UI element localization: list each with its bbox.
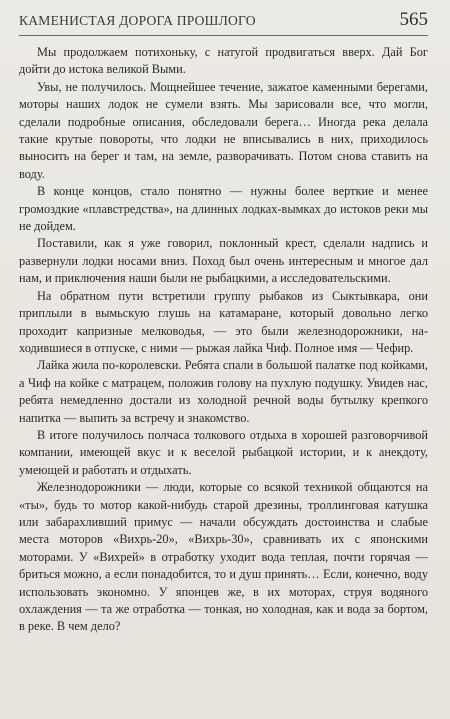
paragraph: Железнодорожники — люди, которые со всякой техникой общаются на «ты», будь то мотор какой-нибудь старой дрезины, троллинговая катушка или забарахливший примус — начали обсуждать достоинства и слабые места моторов «Вихрь-20», «Вихрь-30», сравнивать их с японскими моторами. У «Вихрей» в отработку уходит вода теплая, почти горячая — бриться можно, а если понадобится, то и душ принять… Если, конечно, воду использовать экономно. У японцев же, в их моторах, струя водяного охлаждения — та же отработка — тонкая, но холодная, как и вода за бортом, в реке. В чем дело? <box>19 480 428 634</box>
body-text <box>19 44 428 636</box>
page-number: 565 <box>399 9 428 30</box>
paragraph: Увы, не получилось. Мощнейшее течение, зажатое каменными берегами, моторы наших лодок не сумели взять. Мы зарисовали все, что могли, сделали подробные описания, обследовали берега… Иногда река делала такие крутые повороты, что лодки не вписывались в них, приходилось выносить на берег и там, на земле, разворачивать. Потом снова ставить на воду. <box>19 79 428 181</box>
running-head <box>19 9 428 36</box>
paragraph: В конце концов, стало понятно — нужны более верткие и менее громоздкие «плавстредства», на длинных лодках-вымках до истоков реки мы не дойдем. <box>19 184 428 234</box>
paragraph: Поставили, как я уже говорил, поклонный крест, сделали надпись и развернули лодки носами вниз. Поход был очень интересным и многое дал нам, и приключения наши были не рыбацкими, а исследовательскими. <box>19 236 428 286</box>
paragraph: Лайка жила по-королевски. Ребята спали в большой палатке под койками, а Чиф на койке с матрацем, положив голову на пухлую подушку. Увидев нас, ребята немедленно достали из холодной речной воды бутылку крепкого напитка — выпить за встречу и знакомство. <box>19 358 428 425</box>
paragraph: В итоге получилось полчаса толкового отдыха в хорошей разговорчивой компании, имеющей вкус и к веселой рыбацкой истории, и к анекдоту, умеющей и работать и отдыхать. <box>19 427 428 477</box>
running-title: КАМЕНИСТАЯ ДОРОГА ПРОШЛОГО <box>19 13 256 28</box>
paragraph: Мы продолжаем потихоньку, с натугой продвигаться вверх. Дай Бог дойти до истока великой Выми. <box>19 45 428 77</box>
paragraph: На обратном пути встретили группу рыбаков из Сыктывкара, они приплыли в вымьскую глушь на катамаране, который довольно легко проходит капризные мелководья, — это были железнодорожники, находившиеся в отпуске, с ними — рыжая лайка Чиф. Полное имя — Чефир. <box>19 288 428 355</box>
